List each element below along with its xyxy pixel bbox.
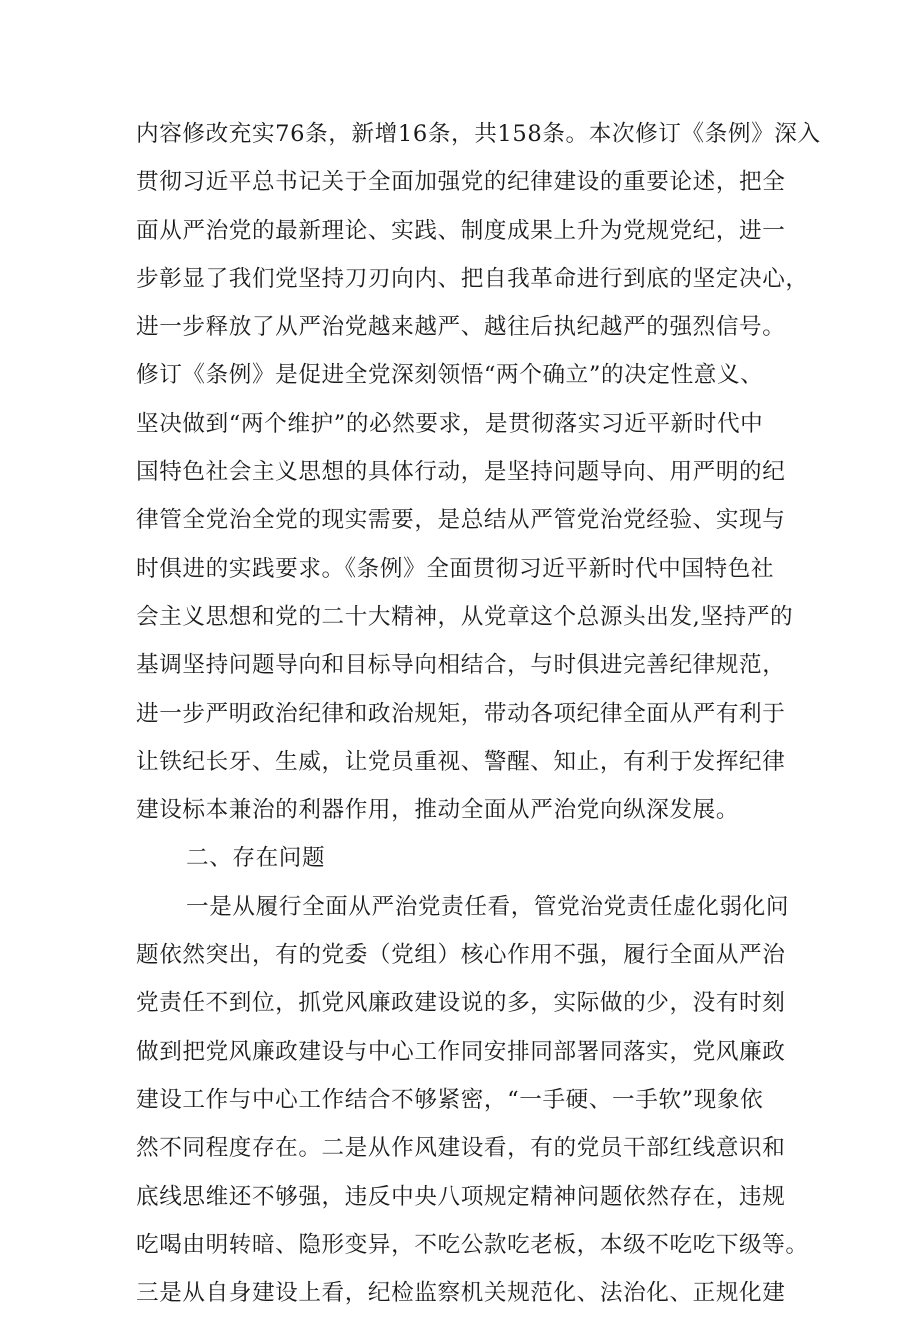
body-text (136, 110, 821, 1317)
text-line: 建设标本兼治的利器作用，推动全面从严治党向纵深发展。 (136, 797, 740, 824)
text-line: 贯彻习近平总书记关于全面加强党的纪律建设的重要论述，把全 (136, 169, 786, 196)
text-line: 面从严治党的最新理论、实践、制度成果上升为党规党纪，进一 (136, 217, 786, 244)
section-heading: 二、存在问题 (186, 845, 326, 872)
text-line: 律管全党治全党的现实需要，是总结从严管党治党经验、实现与 (136, 507, 786, 534)
text-line: 让铁纪长牙、生威，让党员重视、警醒、知止，有利于发挥纪律 (136, 748, 786, 775)
text-line: 然不同程度存在。二是从作风建设看，有的党员干部红线意识和 (136, 1135, 786, 1162)
text-line: 做到把党风廉政建设与中心工作同安排同部署同落实，党风廉政 (136, 1038, 786, 1065)
text-line: 国特色社会主义思想的具体行动，是坚持问题导向、用严明的纪 (136, 459, 786, 486)
text-line: 吃喝由明转暗、隐形变异，不吃公款吃老板，本级不吃吃下级等。 (136, 1231, 809, 1258)
text-line: 基调坚持问题导向和目标导向相结合，与时俱进完善纪律规范， (136, 652, 786, 679)
text-line: 进一步严明政治纪律和政治规矩，带动各项纪律全面从严有利于 (136, 700, 786, 727)
text-line: 坚决做到“两个维护”的必然要求，是贯彻落实习近平新时代中 (136, 410, 764, 437)
text-line: 建设工作与中心工作结合不够紧密，“一手硬、一手软”现象依 (136, 1086, 764, 1113)
text-line: 题依然突出，有的党委（党组）核心作用不强，履行全面从严治 (136, 942, 786, 969)
text-line: 党责任不到位，抓党风廉政建设说的多，实际做的少，没有时刻 (136, 990, 786, 1017)
text-line: 三是从自身建设上看，纪检监察机关规范化、法治化、正规化建 (136, 1280, 786, 1307)
text-line: 会主义思想和党的二十大精神，从党章这个总源头出发,坚持严的 (136, 603, 794, 630)
text-line: 步彰显了我们党坚持刀刃向内、把自我革命进行到底的坚定决心， (136, 265, 809, 292)
text-line: 时俱进的实践要求。《条例》全面贯彻习近平新时代中国特色社 (136, 555, 775, 582)
text-line: 修订《条例》是促进全党深刻领悟“两个确立”的决定性意义、 (136, 362, 764, 389)
text-line: 进一步释放了从严治党越来越严、越往后执纪越严的强烈信号。 (136, 314, 786, 341)
text-line: 内容修改充实76条，新增16条，共158条。本次修订《条例》深入 (136, 121, 821, 147)
text-line: 底线思维还不够强，违反中央八项规定精神问题依然存在，违规 (136, 1183, 786, 1210)
text-line: 一是从履行全面从严治党责任看，管党治党责任虚化弱化问 (186, 893, 790, 920)
